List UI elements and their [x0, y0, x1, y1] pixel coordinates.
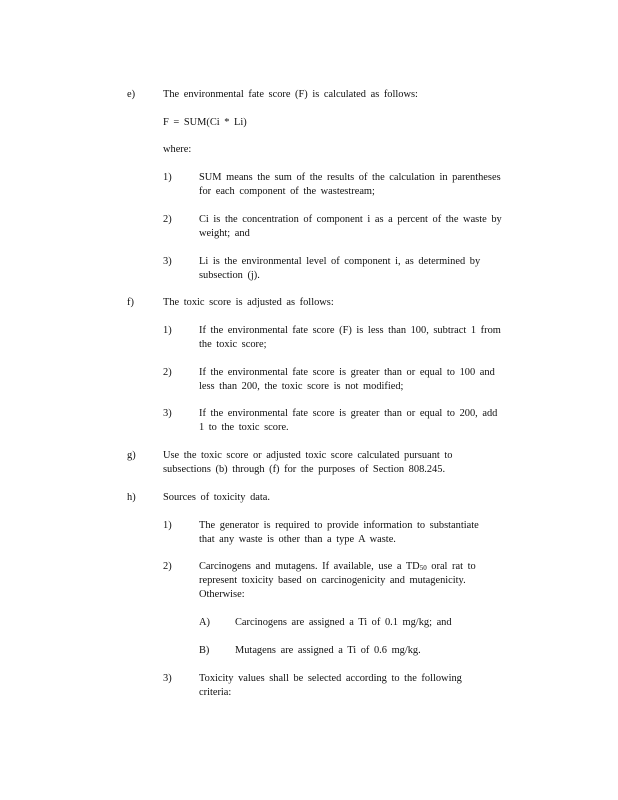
list-item-text: The generator is required to provide information to substantiate [199, 520, 479, 531]
sub-item-number: B) [199, 645, 210, 656]
sub-item-text: Mutagens are assigned a Ti of 0.6 mg/kg. [235, 645, 421, 656]
list-item-text: If the environmental fate score is greater than or equal to 100 and [199, 367, 495, 378]
td50-subscript: 50 [419, 564, 427, 572]
sub-item-number: A) [199, 617, 210, 628]
list-item-text [199, 560, 476, 575]
list-item-text: for each component of the wastestream; [199, 186, 375, 197]
list-item-number: 1) [163, 325, 172, 336]
list-item-text: Toxicity values shall be selected according to the following [199, 673, 462, 684]
list-item-number: 2) [163, 561, 172, 572]
list-item-text: less than 200, the toxic score is not modified; [199, 381, 404, 392]
list-item-number: 2) [163, 214, 172, 225]
list-item-number: 3) [163, 256, 172, 267]
td50-text-before: Carcinogens and mutagens. If available, use a TD [199, 561, 420, 572]
section-g-label: g) [127, 450, 136, 461]
list-item-number: 2) [163, 367, 172, 378]
section-f-heading: The toxic score is adjusted as follows: [163, 297, 334, 308]
list-item-text: weight; and [199, 228, 250, 239]
list-item-text: 1 to the toxic score. [199, 422, 289, 433]
list-item-number: 1) [163, 172, 172, 183]
section-e-label: e) [127, 89, 136, 100]
td50-text-after: oral rat to [426, 561, 476, 572]
list-item-text: the toxic score; [199, 339, 267, 350]
fate-score-formula: F = SUM(Ci * Li) [163, 117, 247, 128]
list-item-text: If the environmental fate score is greater than or equal to 200, add [199, 408, 498, 419]
where-label: where: [163, 144, 192, 155]
section-h-heading: Sources of toxicity data. [163, 492, 270, 503]
list-item-number: 3) [163, 673, 172, 684]
section-e-heading: The environmental fate score (F) is calculated as follows: [163, 89, 418, 100]
sub-item-text: Carcinogens are assigned a Ti of 0.1 mg/kg; and [235, 617, 452, 628]
section-g-text: subsections (b) through (f) for the purposes of Section 808.245. [163, 464, 446, 475]
list-item-number: 1) [163, 520, 172, 531]
list-item-text: subsection (j). [199, 270, 260, 281]
list-item-text: SUM means the sum of the results of the calculation in parentheses [199, 172, 501, 183]
list-item-number: 3) [163, 408, 172, 419]
list-item-text: Li is the environmental level of component i, as determined by [199, 256, 481, 267]
list-item-text: If the environmental fate score (F) is less than 100, subtract 1 from [199, 325, 501, 336]
list-item-text: Otherwise: [199, 589, 245, 600]
section-h-label: h) [127, 492, 136, 503]
list-item-text: that any waste is other than a type A waste. [199, 534, 396, 545]
list-item-text: Ci is the concentration of component i as a percent of the waste by [199, 214, 502, 225]
section-g-text: Use the toxic score or adjusted toxic score calculated pursuant to [163, 450, 453, 461]
list-item-text: represent toxicity based on carcinogenicity and mutagenicity. [199, 575, 466, 586]
list-item-text: criteria: [199, 687, 232, 698]
section-f-label: f) [127, 297, 134, 308]
